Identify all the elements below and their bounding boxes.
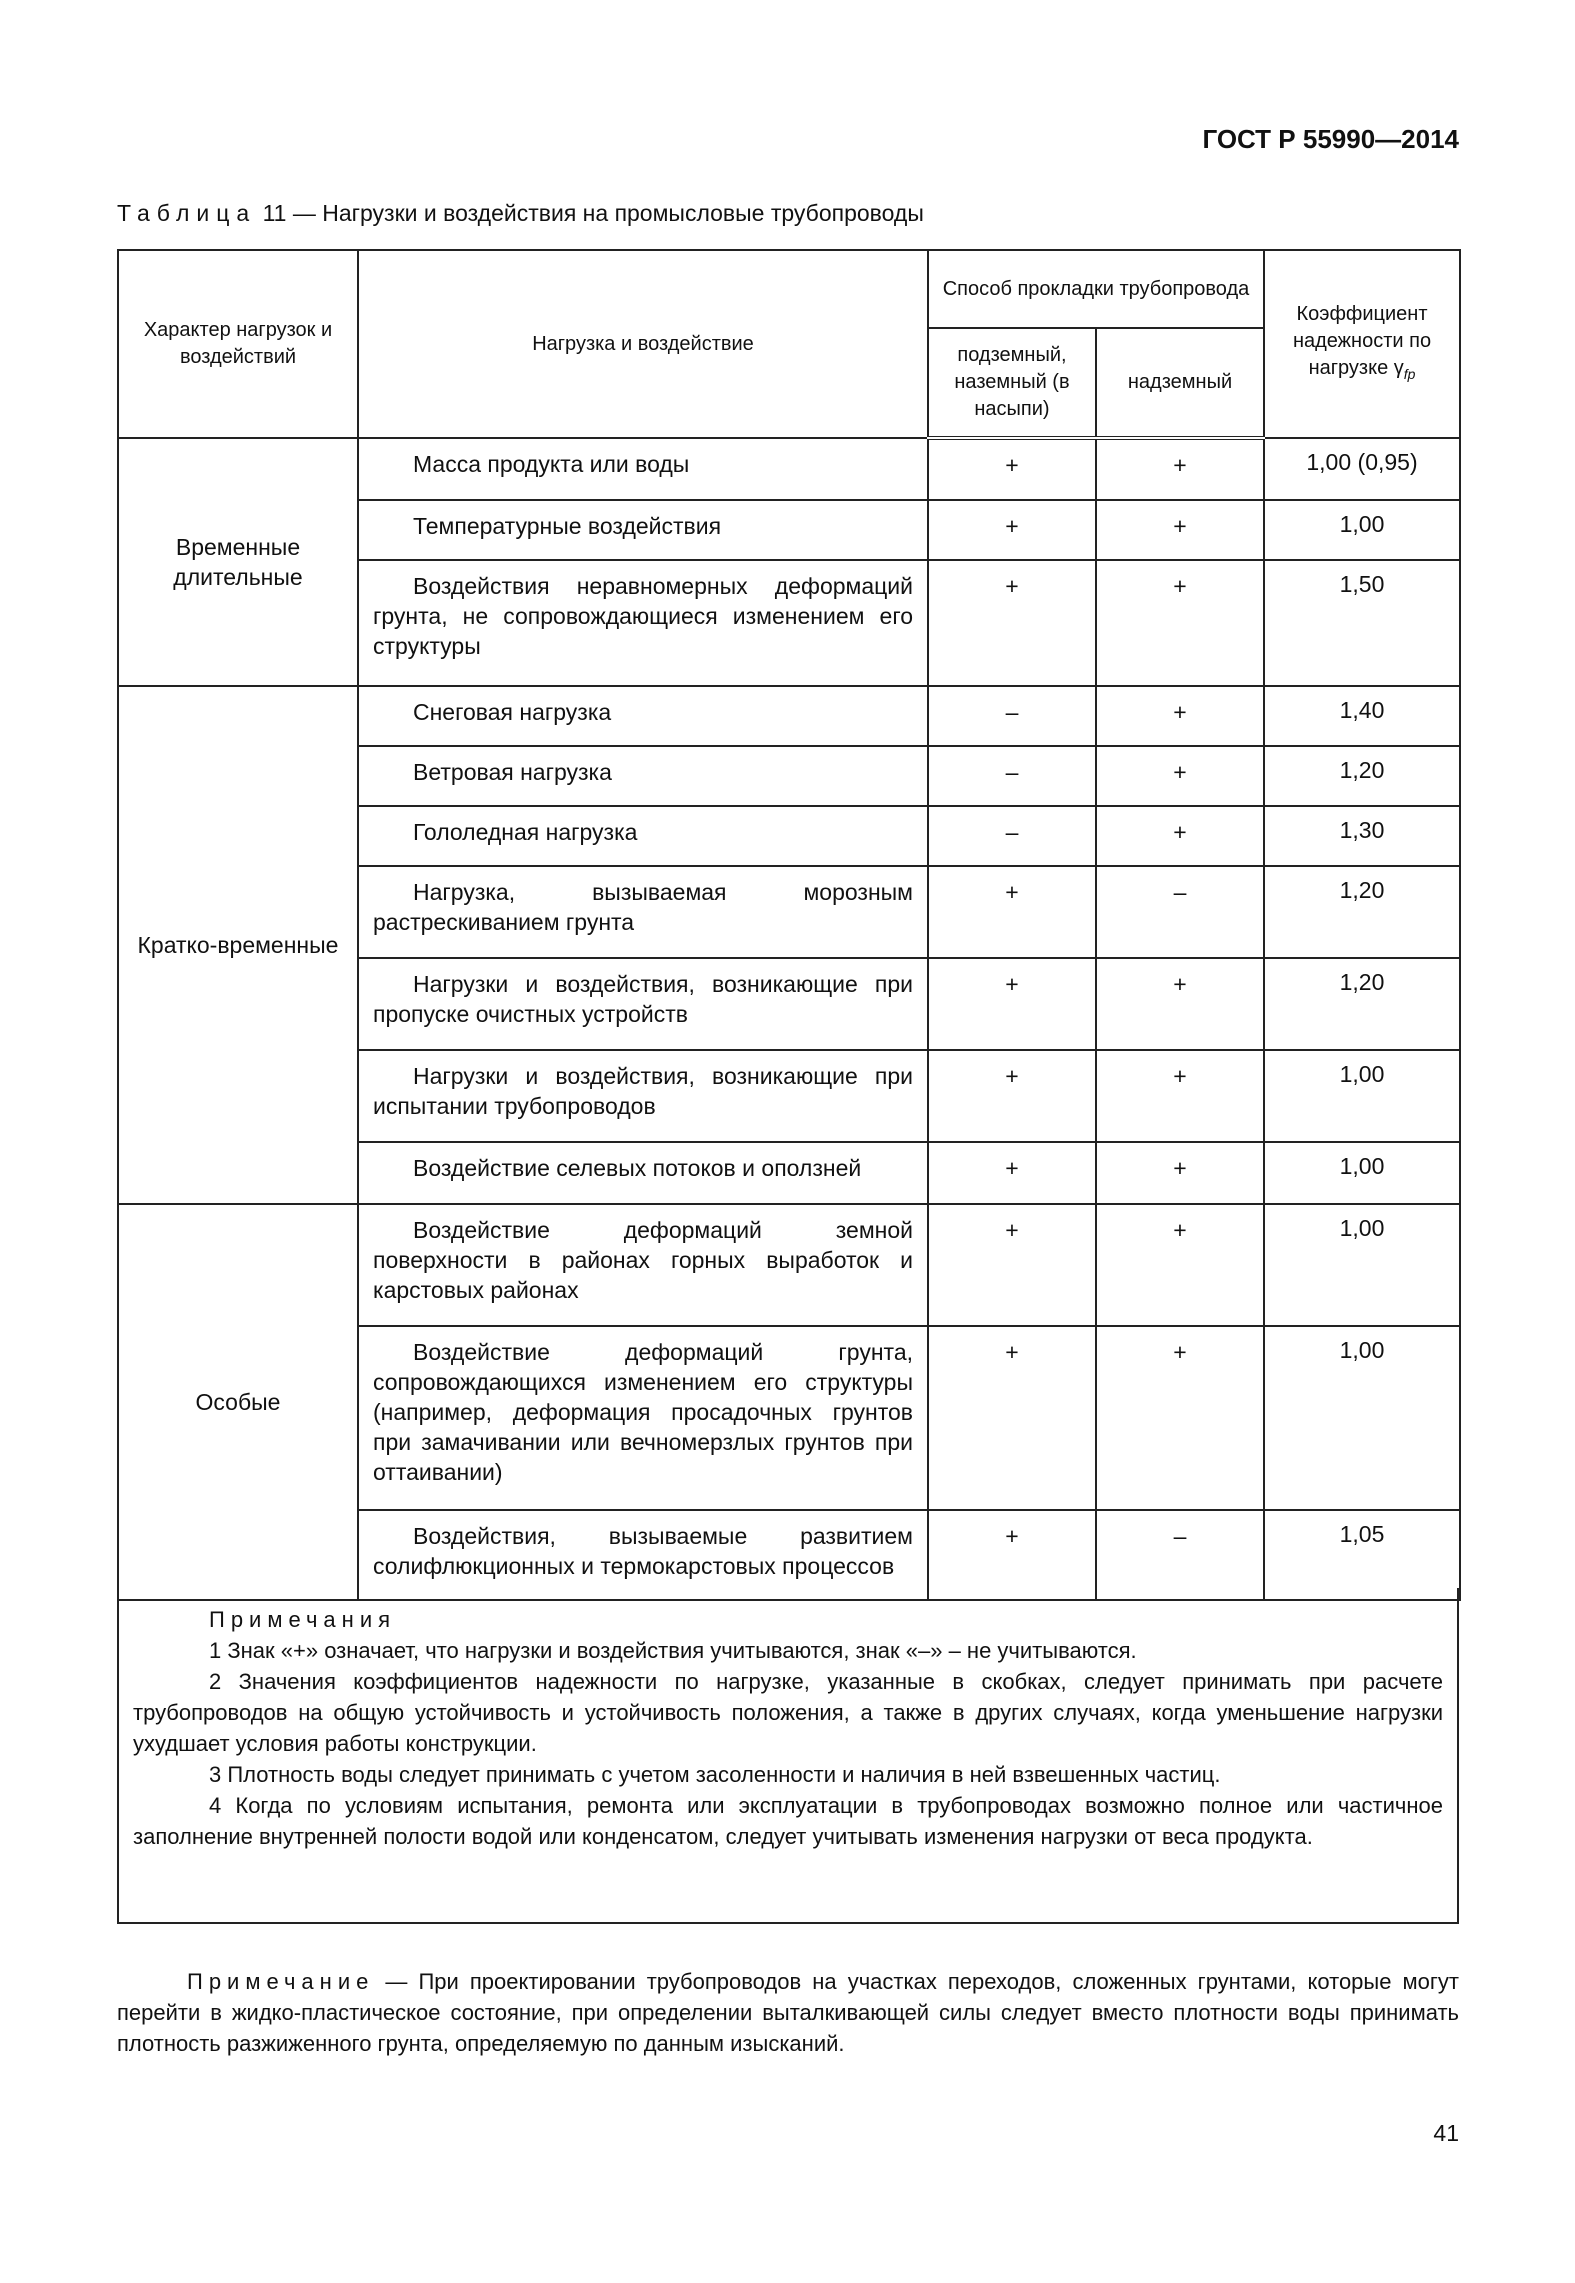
aboveground-mark-cell: + — [1096, 958, 1264, 1050]
coefficient-cell: 1,00 — [1264, 500, 1460, 560]
load-cell — [358, 500, 928, 560]
load-cell — [358, 1050, 928, 1142]
load-cell — [358, 958, 928, 1050]
note-item: 2 Значения коэффициентов надежности по нагрузке, указанные в скобках, следует принимать при расчете трубопроводов на общую устойчивость и устойчивость положения, а также в других случаях, когда уменьшение нагрузки ухудшает условия работы конструкции. — [133, 1669, 1443, 1756]
load-cell — [358, 806, 928, 866]
category-cell: Временные длительные — [118, 438, 358, 686]
bottom-note-text: — При проектировании трубопроводов на участках переходов, сложенных грунтами, которые могут перейти в жидко-пластическое состояние, при определении выталкивающей силы следует вместо плотности воды принимать плотность разжиженного грунта, определяемую по данным изысканий. — [117, 1969, 1459, 2056]
underground-mark-cell: + — [928, 958, 1096, 1050]
underground-mark-cell: + — [928, 1510, 1096, 1600]
header-aboveground: надземный — [1096, 328, 1264, 438]
aboveground-mark-cell: – — [1096, 1510, 1264, 1600]
load-text: Воздействие деформаций земной поверхности в районах горных выработок и карстовых районах — [373, 1217, 913, 1303]
table-caption-label: Таблица — [117, 200, 257, 226]
header-coefficient-text: Коэффициент надежности по нагрузке γ — [1292, 302, 1432, 379]
table-caption-text: 11 — Нагрузки и воздействия на промысловые трубопроводы — [262, 200, 924, 226]
underground-mark-cell: + — [928, 1326, 1096, 1510]
load-text: Гололедная нагрузка — [413, 819, 638, 845]
load-text: Ветровая нагрузка — [413, 759, 612, 785]
coefficient-cell: 1,00 — [1264, 1326, 1460, 1510]
header-load: Нагрузка и воздействие — [358, 250, 928, 438]
coefficient-cell: 1,30 — [1264, 806, 1460, 866]
bottom-note — [117, 1966, 1459, 2059]
load-text: Нагрузки и воздействия, возникающие при испытании трубопроводов — [373, 1063, 913, 1119]
coefficient-cell: 1,00 — [1264, 1050, 1460, 1142]
aboveground-mark-cell: + — [1096, 560, 1264, 686]
note-item: 1 Знак «+» означает, что нагрузки и воздействия учитываются, знак «–» – не учитываются. — [209, 1638, 1137, 1663]
coefficient-cell: 1,20 — [1264, 958, 1460, 1050]
aboveground-mark-cell: – — [1096, 866, 1264, 958]
aboveground-mark-cell: + — [1096, 1142, 1264, 1204]
underground-mark-cell: + — [928, 560, 1096, 686]
underground-mark-cell: + — [928, 866, 1096, 958]
aboveground-mark-cell: + — [1096, 1326, 1264, 1510]
aboveground-mark-cell: + — [1096, 746, 1264, 806]
coefficient-cell: 1,00 — [1264, 1204, 1460, 1326]
coefficient-cell: 1,50 — [1264, 560, 1460, 686]
load-text: Нагрузка, вызываемая морозным растрескиванием грунта — [373, 879, 913, 935]
load-text: Воздействие селевых потоков и оползней — [413, 1155, 862, 1181]
loads-table — [117, 249, 1461, 1601]
notes-title: Примечания — [209, 1607, 397, 1632]
note-item: 3 Плотность воды следует принимать с учетом засоленности и наличия в ней взвешенных частиц. — [209, 1762, 1221, 1787]
header-coefficient-sub: fp — [1403, 365, 1416, 382]
table-row — [118, 1204, 1460, 1326]
load-cell — [358, 438, 928, 500]
aboveground-mark-cell: + — [1096, 686, 1264, 746]
load-cell — [358, 1204, 928, 1326]
underground-mark-cell: + — [928, 1142, 1096, 1204]
load-text: Масса продукта или воды — [413, 451, 690, 477]
load-cell — [358, 1142, 928, 1204]
header-character: Характер нагрузок и воздействий — [118, 250, 358, 438]
category-cell: Кратко-временные — [118, 686, 358, 1204]
coefficient-cell: 1,20 — [1264, 866, 1460, 958]
load-text: Нагрузки и воздействия, возникающие при пропуске очистных устройств — [373, 971, 913, 1027]
load-text: Температурные воздействия — [413, 513, 722, 539]
load-cell — [358, 1326, 928, 1510]
header-method: Способ прокладки трубопровода — [928, 250, 1264, 328]
page-number: 41 — [1433, 2120, 1459, 2146]
header-underground: подземный, наземный (в насыпи) — [928, 328, 1096, 438]
underground-mark-cell: – — [928, 746, 1096, 806]
aboveground-mark-cell: + — [1096, 500, 1264, 560]
notes-box — [117, 1588, 1459, 1924]
underground-mark-cell: + — [928, 1050, 1096, 1142]
coefficient-cell: 1,05 — [1264, 1510, 1460, 1600]
load-text: Воздействия неравномерных деформаций грунта, не сопровождающиеся изменением его структуры — [373, 573, 913, 659]
coefficient-cell: 1,00 (0,95) — [1264, 438, 1460, 500]
note-item: 4 Когда по условиям испытания, ремонта или эксплуатации в трубопроводах возможно полное или частичное заполнение внутренней полости водой или конденсатом, следует учитывать изменения нагрузки от веса продукта. — [133, 1793, 1443, 1849]
underground-mark-cell: – — [928, 686, 1096, 746]
standard-number: ГОСТ Р 55990—2014 — [1202, 124, 1459, 154]
load-cell — [358, 866, 928, 958]
table-row — [118, 686, 1460, 746]
bottom-note-label: Примечание — [187, 1969, 375, 1994]
load-cell — [358, 686, 928, 746]
underground-mark-cell: + — [928, 500, 1096, 560]
aboveground-mark-cell: + — [1096, 1050, 1264, 1142]
category-cell: Особые — [118, 1204, 358, 1600]
load-cell — [358, 560, 928, 686]
underground-mark-cell: – — [928, 806, 1096, 866]
aboveground-mark-cell: + — [1096, 1204, 1264, 1326]
coefficient-cell: 1,20 — [1264, 746, 1460, 806]
load-cell — [358, 1510, 928, 1600]
load-cell — [358, 746, 928, 806]
table-row — [118, 438, 1460, 500]
underground-mark-cell: + — [928, 438, 1096, 500]
aboveground-mark-cell: + — [1096, 438, 1264, 500]
load-text: Воздействие деформаций грунта, сопровождающихся изменением его структуры (например, деформация просадочных грунтов при замачивании или вечномерзлых грунтов при оттаивании) — [373, 1339, 913, 1485]
underground-mark-cell: + — [928, 1204, 1096, 1326]
header-coefficient — [1264, 250, 1460, 438]
coefficient-cell: 1,40 — [1264, 686, 1460, 746]
load-text: Воздействия, вызываемые развитием солифлюкционных и термокарстовых процессов — [373, 1523, 913, 1579]
coefficient-cell: 1,00 — [1264, 1142, 1460, 1204]
aboveground-mark-cell: + — [1096, 806, 1264, 866]
table-caption — [117, 200, 924, 227]
load-text: Снеговая нагрузка — [413, 699, 612, 725]
